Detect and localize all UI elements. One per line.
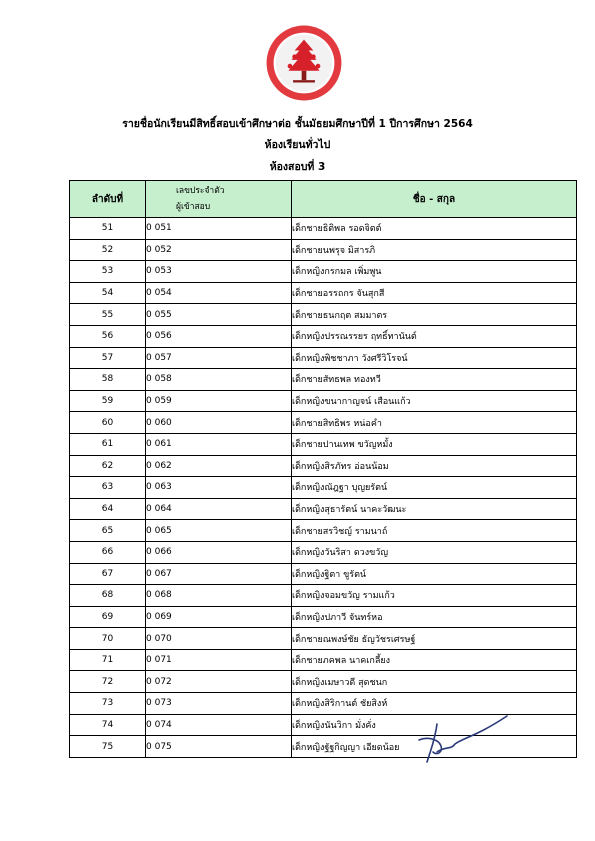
row-exam-id: 0 070	[146, 628, 292, 650]
row-number: 52	[70, 239, 146, 261]
exam-room-label: ห้องสอบที่ 3	[269, 161, 326, 173]
row-exam-id: 0 056	[146, 325, 292, 347]
row-exam-id: 0 051	[146, 218, 292, 240]
row-exam-id: 0 065	[146, 520, 292, 542]
row-exam-id: 0 072	[146, 671, 292, 693]
row-number: 63	[70, 477, 146, 499]
row-student-name: เด็กหญิงสิรภัทร อ่อนน้อม	[292, 455, 577, 477]
row-exam-id: 0 053	[146, 261, 292, 283]
table-row	[70, 606, 577, 628]
table-row	[70, 477, 577, 499]
student-roster-table	[69, 180, 577, 758]
row-number: 75	[70, 736, 146, 758]
table-row	[70, 369, 577, 391]
row-student-name: เด็กหญิงวันริสา ดวงขวัญ	[292, 541, 577, 563]
row-student-name: เด็กหญิงณัฎฐา บุญยรัตน์	[292, 477, 577, 499]
table-row	[70, 347, 577, 369]
table-header-row	[70, 181, 577, 218]
row-student-name: เด็กชายณพงษ์ชัย ธัญวัชรเศรษฐ์	[292, 628, 577, 650]
row-exam-id: 0 069	[146, 606, 292, 628]
row-student-name: เด็กชายสรวิชญ์ รามนาถ์	[292, 520, 577, 542]
row-student-name: เด็กหญิงนันวิกา มั่งคั่ง	[292, 714, 577, 736]
row-number: 72	[70, 671, 146, 693]
column-header-exam-id-line2: ผู้เข้าสอบ	[176, 202, 211, 212]
row-number: 61	[70, 433, 146, 455]
document-title: รายชื่อนักเรียนมีสิทธิ์สอบเข้าศึกษาต่อ ชั้นมัธยมศึกษาปีที่ 1 ปีการศึกษา 2564	[122, 118, 473, 130]
row-exam-id: 0 054	[146, 282, 292, 304]
row-exam-id: 0 062	[146, 455, 292, 477]
handwritten-signature	[415, 710, 515, 768]
table-row	[70, 282, 577, 304]
row-number: 56	[70, 325, 146, 347]
row-exam-id: 0 064	[146, 498, 292, 520]
row-student-name: เด็กชายธิติพล รอดจิตต์	[292, 218, 577, 240]
row-student-name: เด็กหญิงสุธารัตน์ นาคะวัฒนะ	[292, 498, 577, 520]
row-student-name: เด็กหญิงปภาวี จันทร์หอ	[292, 606, 577, 628]
row-number: 59	[70, 390, 146, 412]
row-student-name: เด็กหญิงกรกมล เพิ่มพูน	[292, 261, 577, 283]
table-row	[70, 455, 577, 477]
row-student-name: เด็กหญิงเมษาวดี สุดชนก	[292, 671, 577, 693]
row-number: 67	[70, 563, 146, 585]
row-student-name: เด็กชายปานเทพ ขวัญหมั้ง	[292, 433, 577, 455]
row-exam-id: 0 067	[146, 563, 292, 585]
table-row	[70, 239, 577, 261]
table-row	[70, 261, 577, 283]
row-number: 70	[70, 628, 146, 650]
row-number: 53	[70, 261, 146, 283]
row-number: 57	[70, 347, 146, 369]
table-row	[70, 671, 577, 693]
row-number: 58	[70, 369, 146, 391]
table-row	[70, 218, 577, 240]
school-seal-logo	[265, 24, 343, 102]
table-row	[70, 541, 577, 563]
row-number: 60	[70, 412, 146, 434]
row-exam-id: 0 059	[146, 390, 292, 412]
row-student-name: เด็กหญิงจอมขวัญ รามแก้ว	[292, 585, 577, 607]
row-exam-id: 0 074	[146, 714, 292, 736]
row-number: 65	[70, 520, 146, 542]
row-exam-id: 0 063	[146, 477, 292, 499]
table-row	[70, 412, 577, 434]
row-number: 54	[70, 282, 146, 304]
row-exam-id: 0 075	[146, 736, 292, 758]
row-number: 51	[70, 218, 146, 240]
row-student-name: เด็กชายธนกฤต สมมาตร	[292, 304, 577, 326]
table-row	[70, 585, 577, 607]
row-number: 64	[70, 498, 146, 520]
row-number: 68	[70, 585, 146, 607]
column-header-number: ลำดับที่	[70, 181, 146, 218]
row-number: 69	[70, 606, 146, 628]
row-student-name: เด็กหญิงฐิตา ขูรัตน์	[292, 563, 577, 585]
table-row	[70, 498, 577, 520]
row-exam-id: 0 066	[146, 541, 292, 563]
row-student-name: เด็กหญิงฐัฐกิญญา เอียดน้อย	[292, 736, 577, 758]
row-student-name: เด็กชายอรรถกร จันสุกสี	[292, 282, 577, 304]
row-number: 74	[70, 714, 146, 736]
column-header-exam-id-line1: เลขประจำตัว	[176, 186, 225, 196]
row-exam-id: 0 068	[146, 585, 292, 607]
row-number: 62	[70, 455, 146, 477]
row-student-name: เด็กชายนพรุจ มิสารภิ	[292, 239, 577, 261]
document-subtitle: ห้องเรียนทั่วไป	[264, 139, 331, 151]
row-student-name: เด็กชายสัทธพล ทองทวี	[292, 369, 577, 391]
table-body	[70, 218, 577, 758]
row-student-name: เด็กหญิงปรรณรรยร ฤทธิ์ทานันต์	[292, 325, 577, 347]
row-student-name: เด็กหญิงพิชชาภา วังศรีวิโรจน์	[292, 347, 577, 369]
table-row	[70, 563, 577, 585]
row-exam-id: 0 071	[146, 649, 292, 671]
row-exam-id: 0 073	[146, 693, 292, 715]
column-header-name: ชื่อ - สกุล	[292, 181, 577, 218]
table-row	[70, 520, 577, 542]
row-number: 66	[70, 541, 146, 563]
table-row	[70, 304, 577, 326]
table-row	[70, 390, 577, 412]
row-exam-id: 0 060	[146, 412, 292, 434]
row-student-name: เด็กหญิงสิริกานต์ ชัยสิงห์	[292, 693, 577, 715]
row-student-name: เด็กชายสิทธิพร หน่อคำ	[292, 412, 577, 434]
table-row	[70, 325, 577, 347]
row-number: 55	[70, 304, 146, 326]
table-row	[70, 433, 577, 455]
row-number: 73	[70, 693, 146, 715]
row-exam-id: 0 057	[146, 347, 292, 369]
row-number: 71	[70, 649, 146, 671]
table-row	[70, 649, 577, 671]
row-exam-id: 0 055	[146, 304, 292, 326]
table-row	[70, 628, 577, 650]
row-exam-id: 0 061	[146, 433, 292, 455]
column-header-exam-id	[146, 181, 292, 218]
row-student-name: เด็กชายภคพล นาคเกลี้ยง	[292, 649, 577, 671]
row-student-name: เด็กหญิงขนากาญจน์ เสือนแก้ว	[292, 390, 577, 412]
row-exam-id: 0 058	[146, 369, 292, 391]
row-exam-id: 0 052	[146, 239, 292, 261]
